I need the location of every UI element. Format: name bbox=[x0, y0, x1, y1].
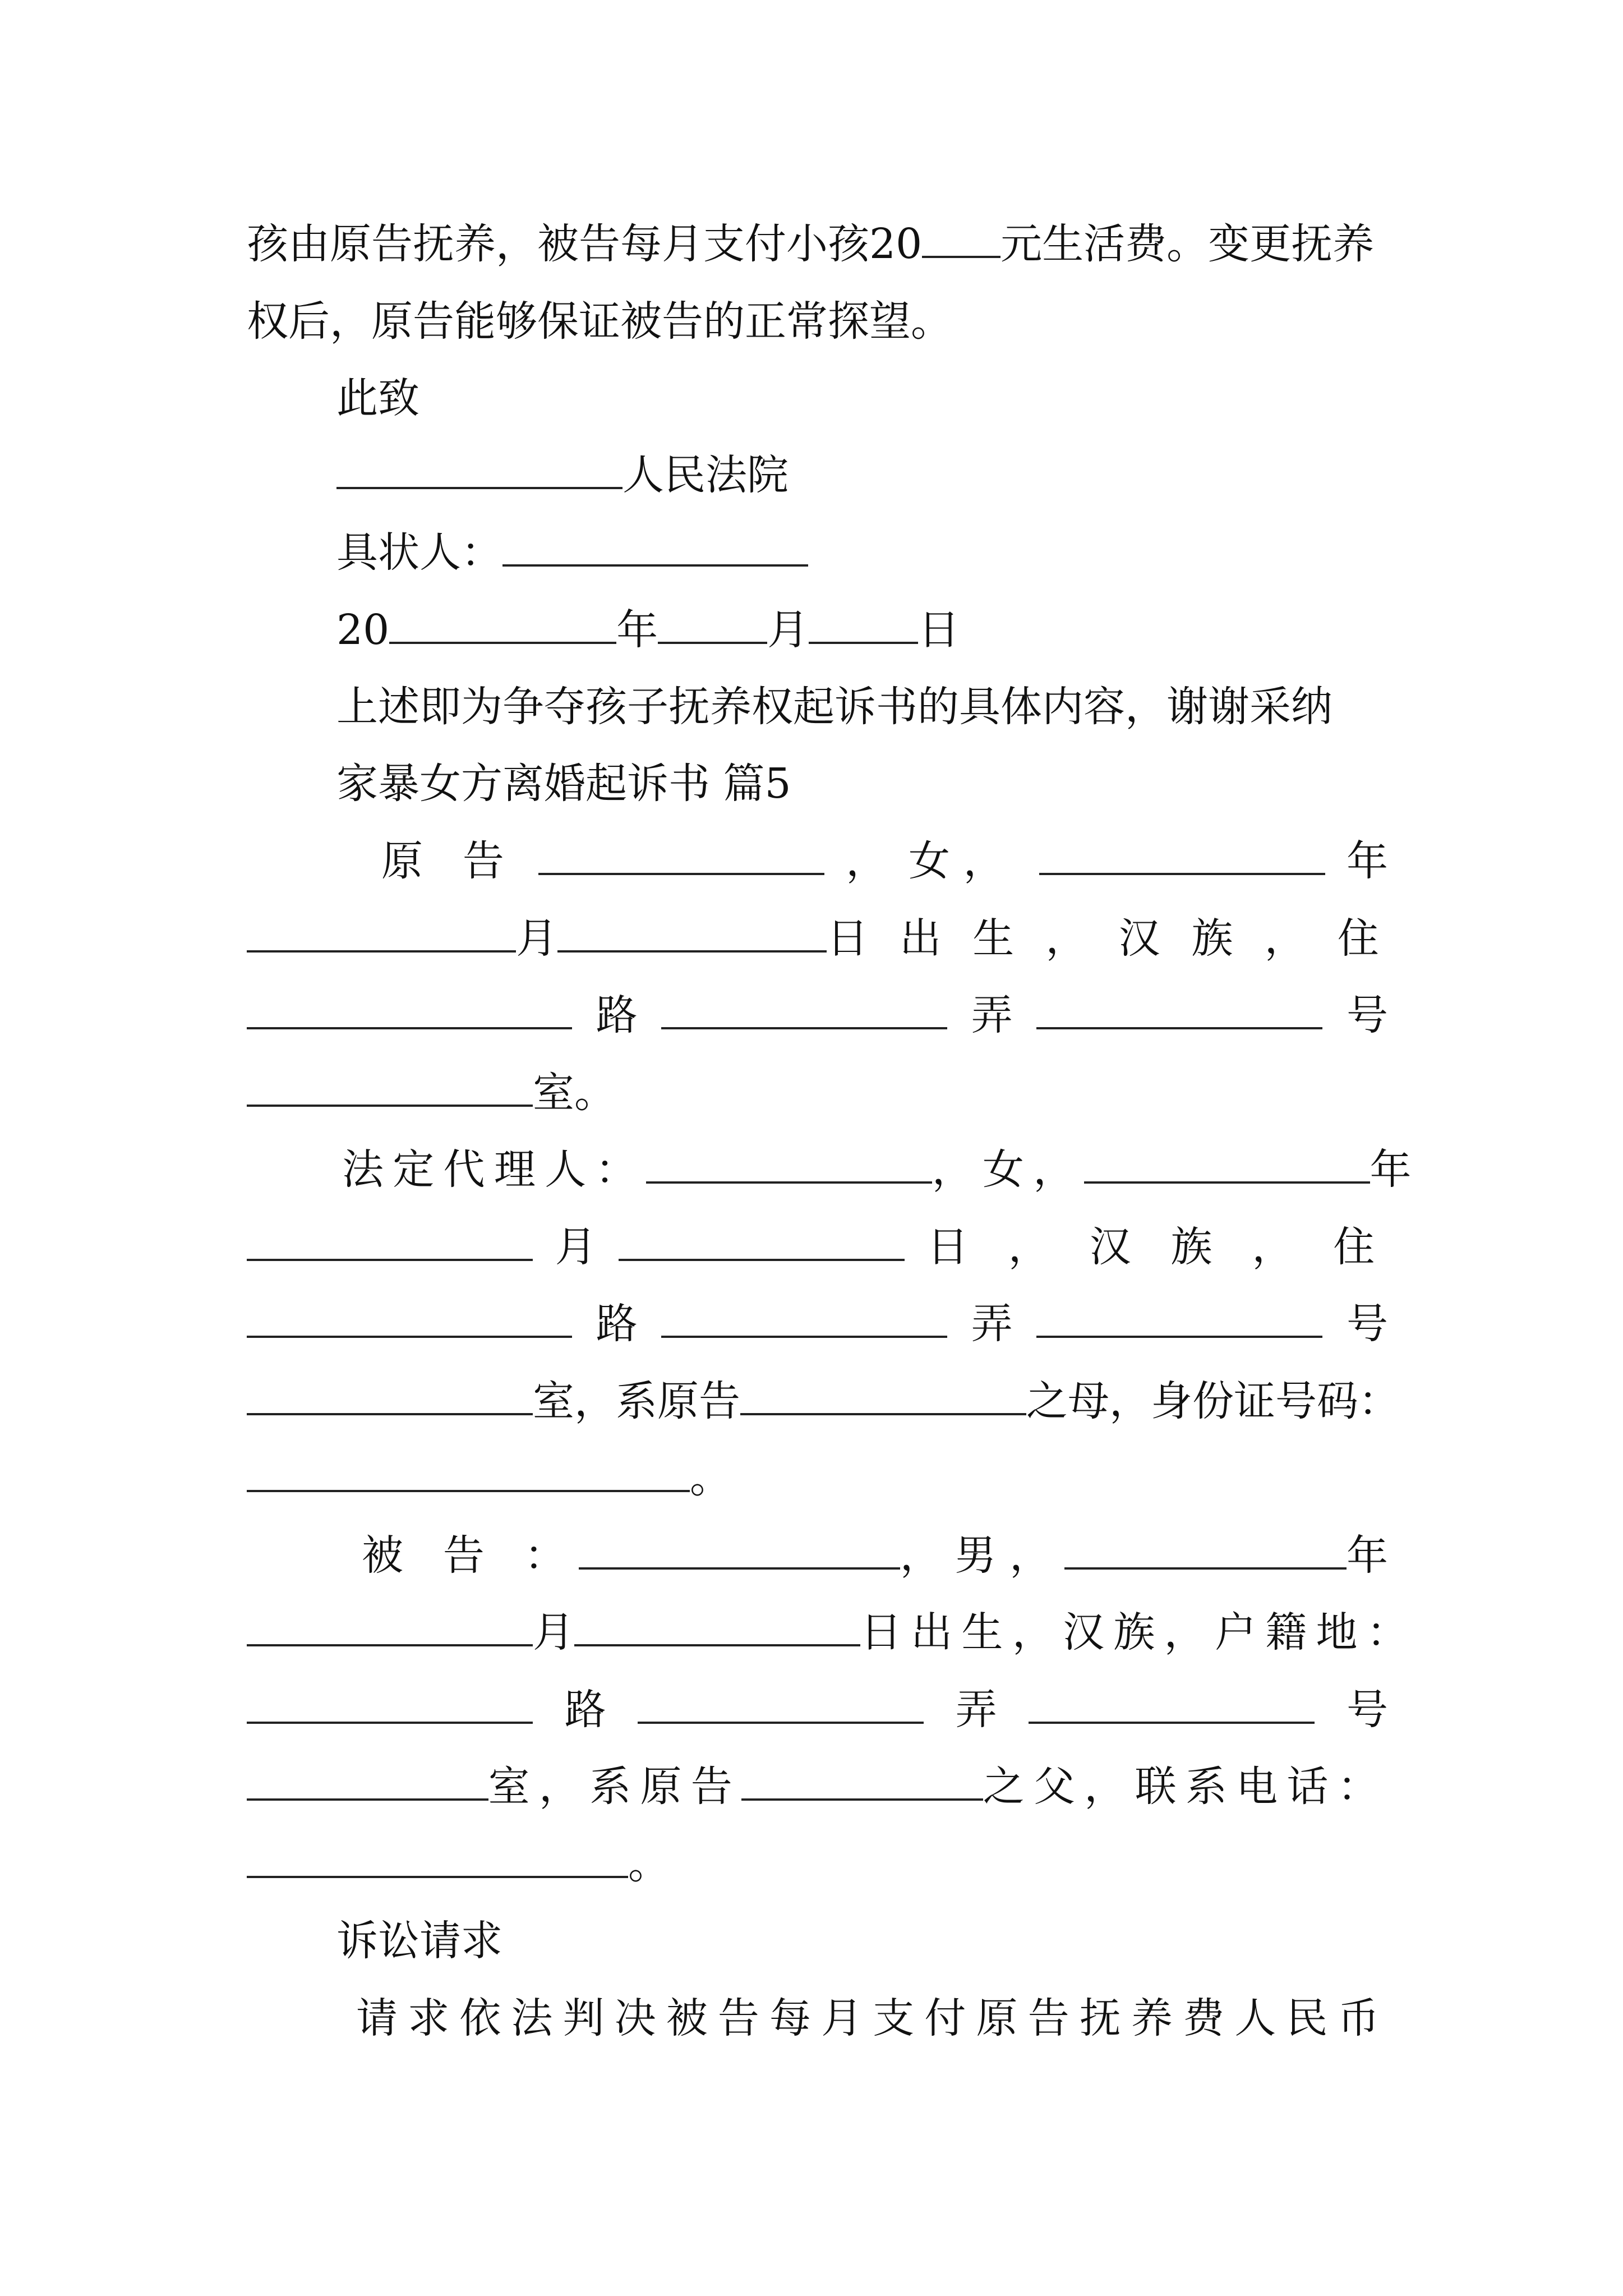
defendant-line-3 bbox=[247, 1679, 1388, 1741]
signer-label: 具状人： bbox=[336, 528, 502, 577]
agent-line-3 bbox=[247, 1293, 1388, 1355]
defendant-label: 被 告 ： bbox=[362, 1531, 579, 1580]
defendant-end: 。 bbox=[628, 1840, 670, 1888]
agent-number-blank bbox=[1036, 1296, 1322, 1338]
agent-label: 法定代理人： bbox=[342, 1145, 646, 1194]
agent-line-1 bbox=[342, 1139, 1412, 1200]
agent-month: 月 bbox=[555, 1223, 597, 1271]
agent-day-blank bbox=[619, 1220, 905, 1261]
year-blank bbox=[389, 602, 616, 644]
defendant-road-blank bbox=[247, 1682, 533, 1724]
defendant-gender: ，男， bbox=[900, 1531, 1064, 1580]
section-title bbox=[336, 753, 1388, 815]
agent-lane: 弄 bbox=[971, 1300, 1013, 1348]
agent-line-5 bbox=[247, 1447, 1388, 1509]
agent-room-rel: 室，系原告 bbox=[533, 1377, 740, 1425]
court-blank bbox=[336, 448, 623, 489]
plaintiff-lane: 弄 bbox=[971, 991, 1013, 1039]
salutation-text: 此致 bbox=[336, 374, 419, 422]
defendant-number-blank bbox=[1029, 1682, 1315, 1724]
text-run: 权后，原告能够保证被告的正常探望。 bbox=[247, 297, 952, 346]
plaintiff-line-2 bbox=[247, 908, 1388, 969]
agent-line-2 bbox=[247, 1216, 1388, 1278]
agent-id-blank bbox=[247, 1451, 690, 1492]
agent-lane-blank bbox=[661, 1296, 947, 1338]
defendant-phone-blank bbox=[247, 1837, 628, 1878]
day-blank bbox=[809, 602, 918, 644]
plaintiff-name-blank bbox=[538, 834, 824, 875]
defendant-number: 号 bbox=[1346, 1686, 1388, 1734]
plaintiff-day-blank bbox=[557, 911, 827, 953]
plaintiff-room: 室。 bbox=[533, 1069, 616, 1117]
date-month: 月 bbox=[767, 606, 809, 654]
date-day: 日 bbox=[918, 606, 960, 654]
defendant-birth: 日出生，汉族，户籍地： bbox=[860, 1608, 1418, 1657]
defendant-room-blank bbox=[247, 1759, 488, 1801]
defendant-day-blank bbox=[574, 1605, 860, 1646]
section-title-text: 家暴女方离婚起诉书 篇5 bbox=[336, 760, 791, 808]
plaintiff-comma: ， bbox=[846, 837, 888, 885]
plaintiff-year-blank bbox=[1039, 834, 1325, 875]
defendant-line-1 bbox=[362, 1525, 1388, 1586]
agent-day: 日 ， 汉 族 ， 住 bbox=[926, 1223, 1388, 1271]
agent-road-blank bbox=[247, 1296, 572, 1338]
plaintiff-gender: 女， bbox=[909, 837, 1018, 885]
defendant-lane-blank bbox=[638, 1682, 924, 1724]
agent-line-4 bbox=[247, 1370, 1400, 1432]
plaintiff-room-blank bbox=[247, 1065, 533, 1107]
defendant-room-rel: 室，系原告 bbox=[488, 1763, 742, 1811]
defendant-month: 月 bbox=[533, 1608, 574, 1657]
plaintiff-label: 原 告 bbox=[381, 837, 518, 885]
plaintiff-line-4 bbox=[247, 1062, 1388, 1124]
text-run: 元生活费。变更抚养 bbox=[1000, 220, 1375, 268]
plaintiff-line-3 bbox=[247, 984, 1388, 1046]
signer-blank bbox=[502, 525, 808, 567]
defendant-line-4 bbox=[247, 1756, 1388, 1818]
text-run: 孩由原告抚养，被告每月支付小孩20 bbox=[247, 220, 923, 268]
paragraph-line bbox=[247, 213, 1388, 275]
defendant-road: 路 bbox=[564, 1686, 606, 1734]
closing-note-text: 上述即为争夺孩子抚养权起诉书的具体内容，谢谢采纳 bbox=[336, 683, 1332, 731]
agent-mother: 之母，身份证号码： bbox=[1026, 1377, 1400, 1425]
defendant-lane: 弄 bbox=[955, 1686, 997, 1734]
plaintiff-birth: 日 出 生 ， 汉 族 ， 住 bbox=[827, 914, 1388, 963]
agent-gender: ，女， bbox=[932, 1145, 1084, 1194]
closing-note bbox=[336, 676, 1388, 738]
plaintiff-line-1 bbox=[381, 830, 1388, 892]
plaintiff-month-blank bbox=[247, 911, 516, 953]
date-year: 年 bbox=[616, 606, 658, 654]
plaintiff-road-blank bbox=[247, 988, 572, 1029]
salutation bbox=[336, 367, 1388, 429]
claims-line-1-text: 请求依法判决被告每月支付原告抚养费人民币 bbox=[356, 1994, 1390, 2042]
defendant-father: 之父，联系电话： bbox=[983, 1763, 1388, 1811]
plaintiff-road: 路 bbox=[596, 991, 638, 1039]
court-line bbox=[336, 444, 1388, 506]
date-line bbox=[336, 599, 1388, 661]
agent-room-blank bbox=[247, 1374, 533, 1415]
defendant-line-2 bbox=[247, 1602, 1418, 1663]
agent-child-blank bbox=[740, 1374, 1026, 1415]
plaintiff-number: 号 bbox=[1346, 991, 1388, 1039]
claims-line-1 bbox=[356, 1987, 1388, 2049]
claims-title-text: 诉讼请求 bbox=[336, 1917, 502, 1965]
agent-road: 路 bbox=[596, 1300, 638, 1348]
signer-line bbox=[336, 522, 1388, 583]
agent-month-blank bbox=[247, 1220, 533, 1261]
claims-title bbox=[336, 1910, 1388, 1972]
month-blank bbox=[658, 602, 767, 644]
agent-year: 年 bbox=[1370, 1145, 1412, 1194]
plaintiff-month: 月 bbox=[516, 914, 558, 963]
date-prefix: 20 bbox=[336, 606, 390, 654]
agent-name-blank bbox=[646, 1142, 932, 1184]
court-suffix: 人民法院 bbox=[623, 451, 789, 499]
agent-number: 号 bbox=[1346, 1300, 1388, 1348]
defendant-year: 年 bbox=[1347, 1531, 1388, 1580]
plaintiff-lane-blank bbox=[661, 988, 947, 1029]
paragraph-line bbox=[247, 291, 1388, 352]
defendant-child-blank bbox=[741, 1759, 983, 1801]
blank-field bbox=[922, 217, 1000, 258]
defendant-name-blank bbox=[579, 1528, 900, 1570]
agent-year-blank bbox=[1084, 1142, 1370, 1184]
defendant-year-blank bbox=[1064, 1528, 1347, 1570]
plaintiff-year: 年 bbox=[1347, 837, 1388, 885]
agent-end: 。 bbox=[690, 1454, 731, 1502]
plaintiff-number-blank bbox=[1036, 988, 1322, 1029]
defendant-line-5 bbox=[247, 1833, 1388, 1895]
defendant-month-blank bbox=[247, 1605, 533, 1646]
